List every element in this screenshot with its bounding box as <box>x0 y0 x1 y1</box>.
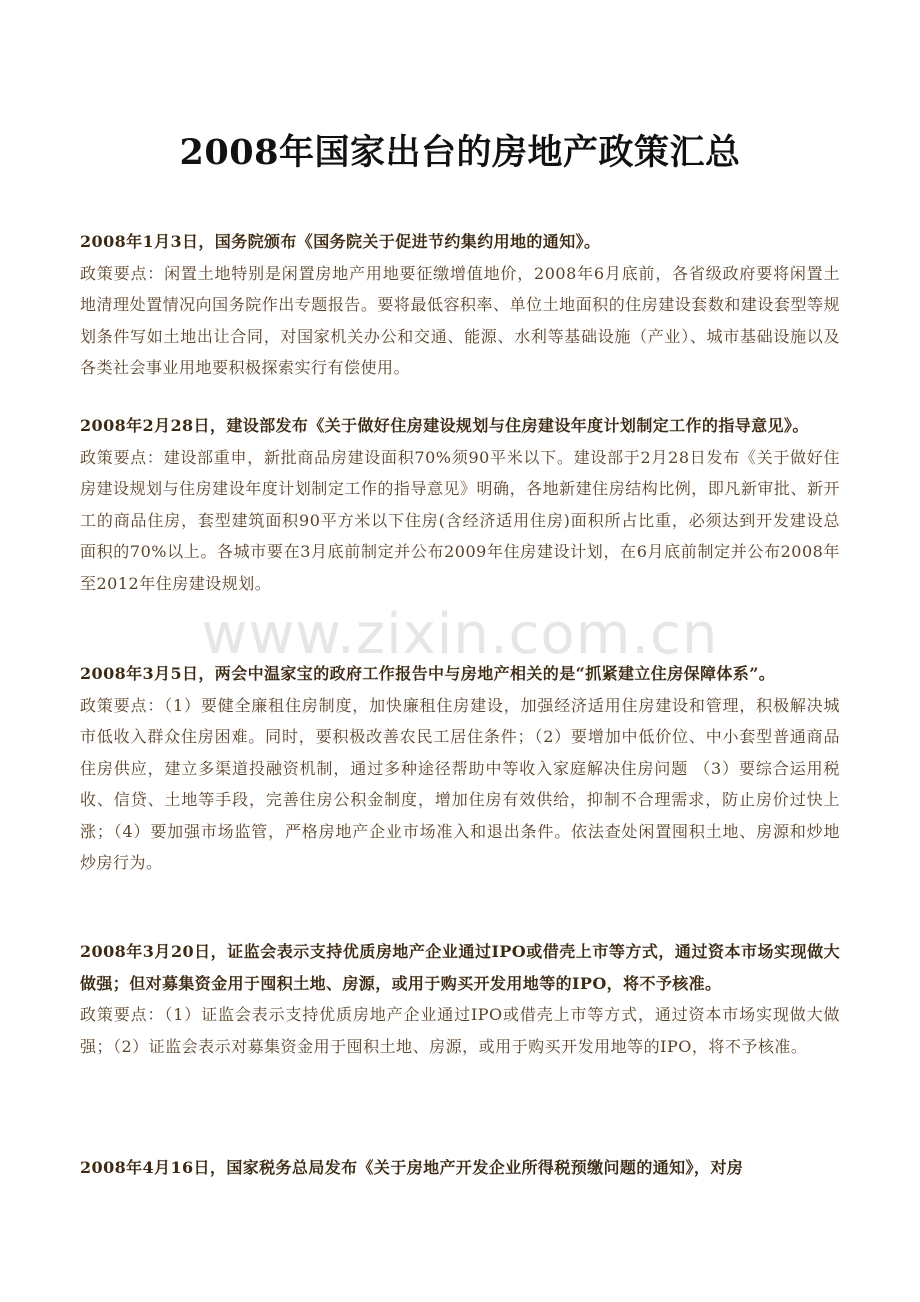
policy-section-2 <box>80 410 840 599</box>
watermark: www.zixin.com.cn <box>201 602 719 667</box>
section-body: 政策要点：闲置土地特别是闲置房地产用地要征缴增值地价，2008年6月底前，各省级政府要将闲置土地清理处置情况向国务院作出专题报告。要将最低容积率、单位土地面积的住房建设套数和建设套型等规划条件写如土地出让合同，对国家机关办公和交通、能源、水利等基础设施（产业）、城市基础设施以及各类社会事业用地要积极探索实行有偿使用。 <box>80 263 840 377</box>
policy-section-5 <box>80 1152 840 1184</box>
section-body: 政策要点：（1）要健全廉租住房制度，加快廉租住房建设，加强经济适用住房建设和管理，积极解决城市低收入群众住房困难。同时，要积极改善农民工居住条件；（2）要增加中低价位、中小套型普通商品住房供应，建立多渠道投融资机制，通过多种途径帮助中等收入家庭解决住房问题 （3）要综合运用税收、信贷、土地等手段，完善住房公积金制度，增加住房有效供给，抑制不合理需求，防止房价过快上涨；（4）要加强市场监管，严格房地产企业市场准入和退出条件。依法查处闲置囤积土地、房源和炒地炒房行为。 <box>80 695 840 872</box>
section-heading: 2008年3月20日，证监会表示支持优质房地产企业通过IPO或借壳上市等方式，通过资本市场实现做大做强；但对募集资金用于囤积土地、房源，或用于购买开发用地等的IPO，将不予核准。 <box>80 942 840 993</box>
policy-section-1 <box>80 226 840 384</box>
policy-section-3 <box>80 658 840 879</box>
section-body: 政策要点：建设部重申，新批商品房建设面积70%须90平米以下。建设部于2月28日发布《关于做好住房建设规划与住房建设年度计划制定工作的指导意见》明确，各地新建住房结构比例，即凡新审批、新开工的商品住房，套型建筑面积90平方米以下住房(含经济适用住房)面积所占比重，必须达到开发建设总面积的70%以上。各城市要在3月底前制定并公布2009年住房建设计划，在6月底前制定并公布2008年至2012年住房建设规划。 <box>80 447 840 593</box>
document-title: 2008年国家出台的房地产政策汇总 <box>179 132 741 173</box>
section-heading: 2008年3月5日，两会中温家宝的政府工作报告中与房地产相关的是“抓紧建立住房保障体系”。 <box>80 664 776 683</box>
section-heading: 2008年4月16日，国家税务总局发布《关于房地产开发企业所得税预缴问题的通知》，对房 <box>80 1158 744 1177</box>
policy-section-4 <box>80 936 840 1062</box>
section-heading: 2008年1月3日，国务院颁布《国务院关于促进节约集约用地的通知》。 <box>80 232 601 251</box>
section-body: 政策要点：（1）证监会表示支持优质房地产企业通过IPO或借壳上市等方式，通过资本市场实现做大做强；（2）证监会表示对募集资金用于囤积土地、房源，或用于购买开发用地等的IPO，将不予核准。 <box>80 1005 840 1056</box>
section-heading: 2008年2月28日，建设部发布《关于做好住房建设规划与住房建设年度计划制定工作的指导意见》。 <box>80 416 809 435</box>
